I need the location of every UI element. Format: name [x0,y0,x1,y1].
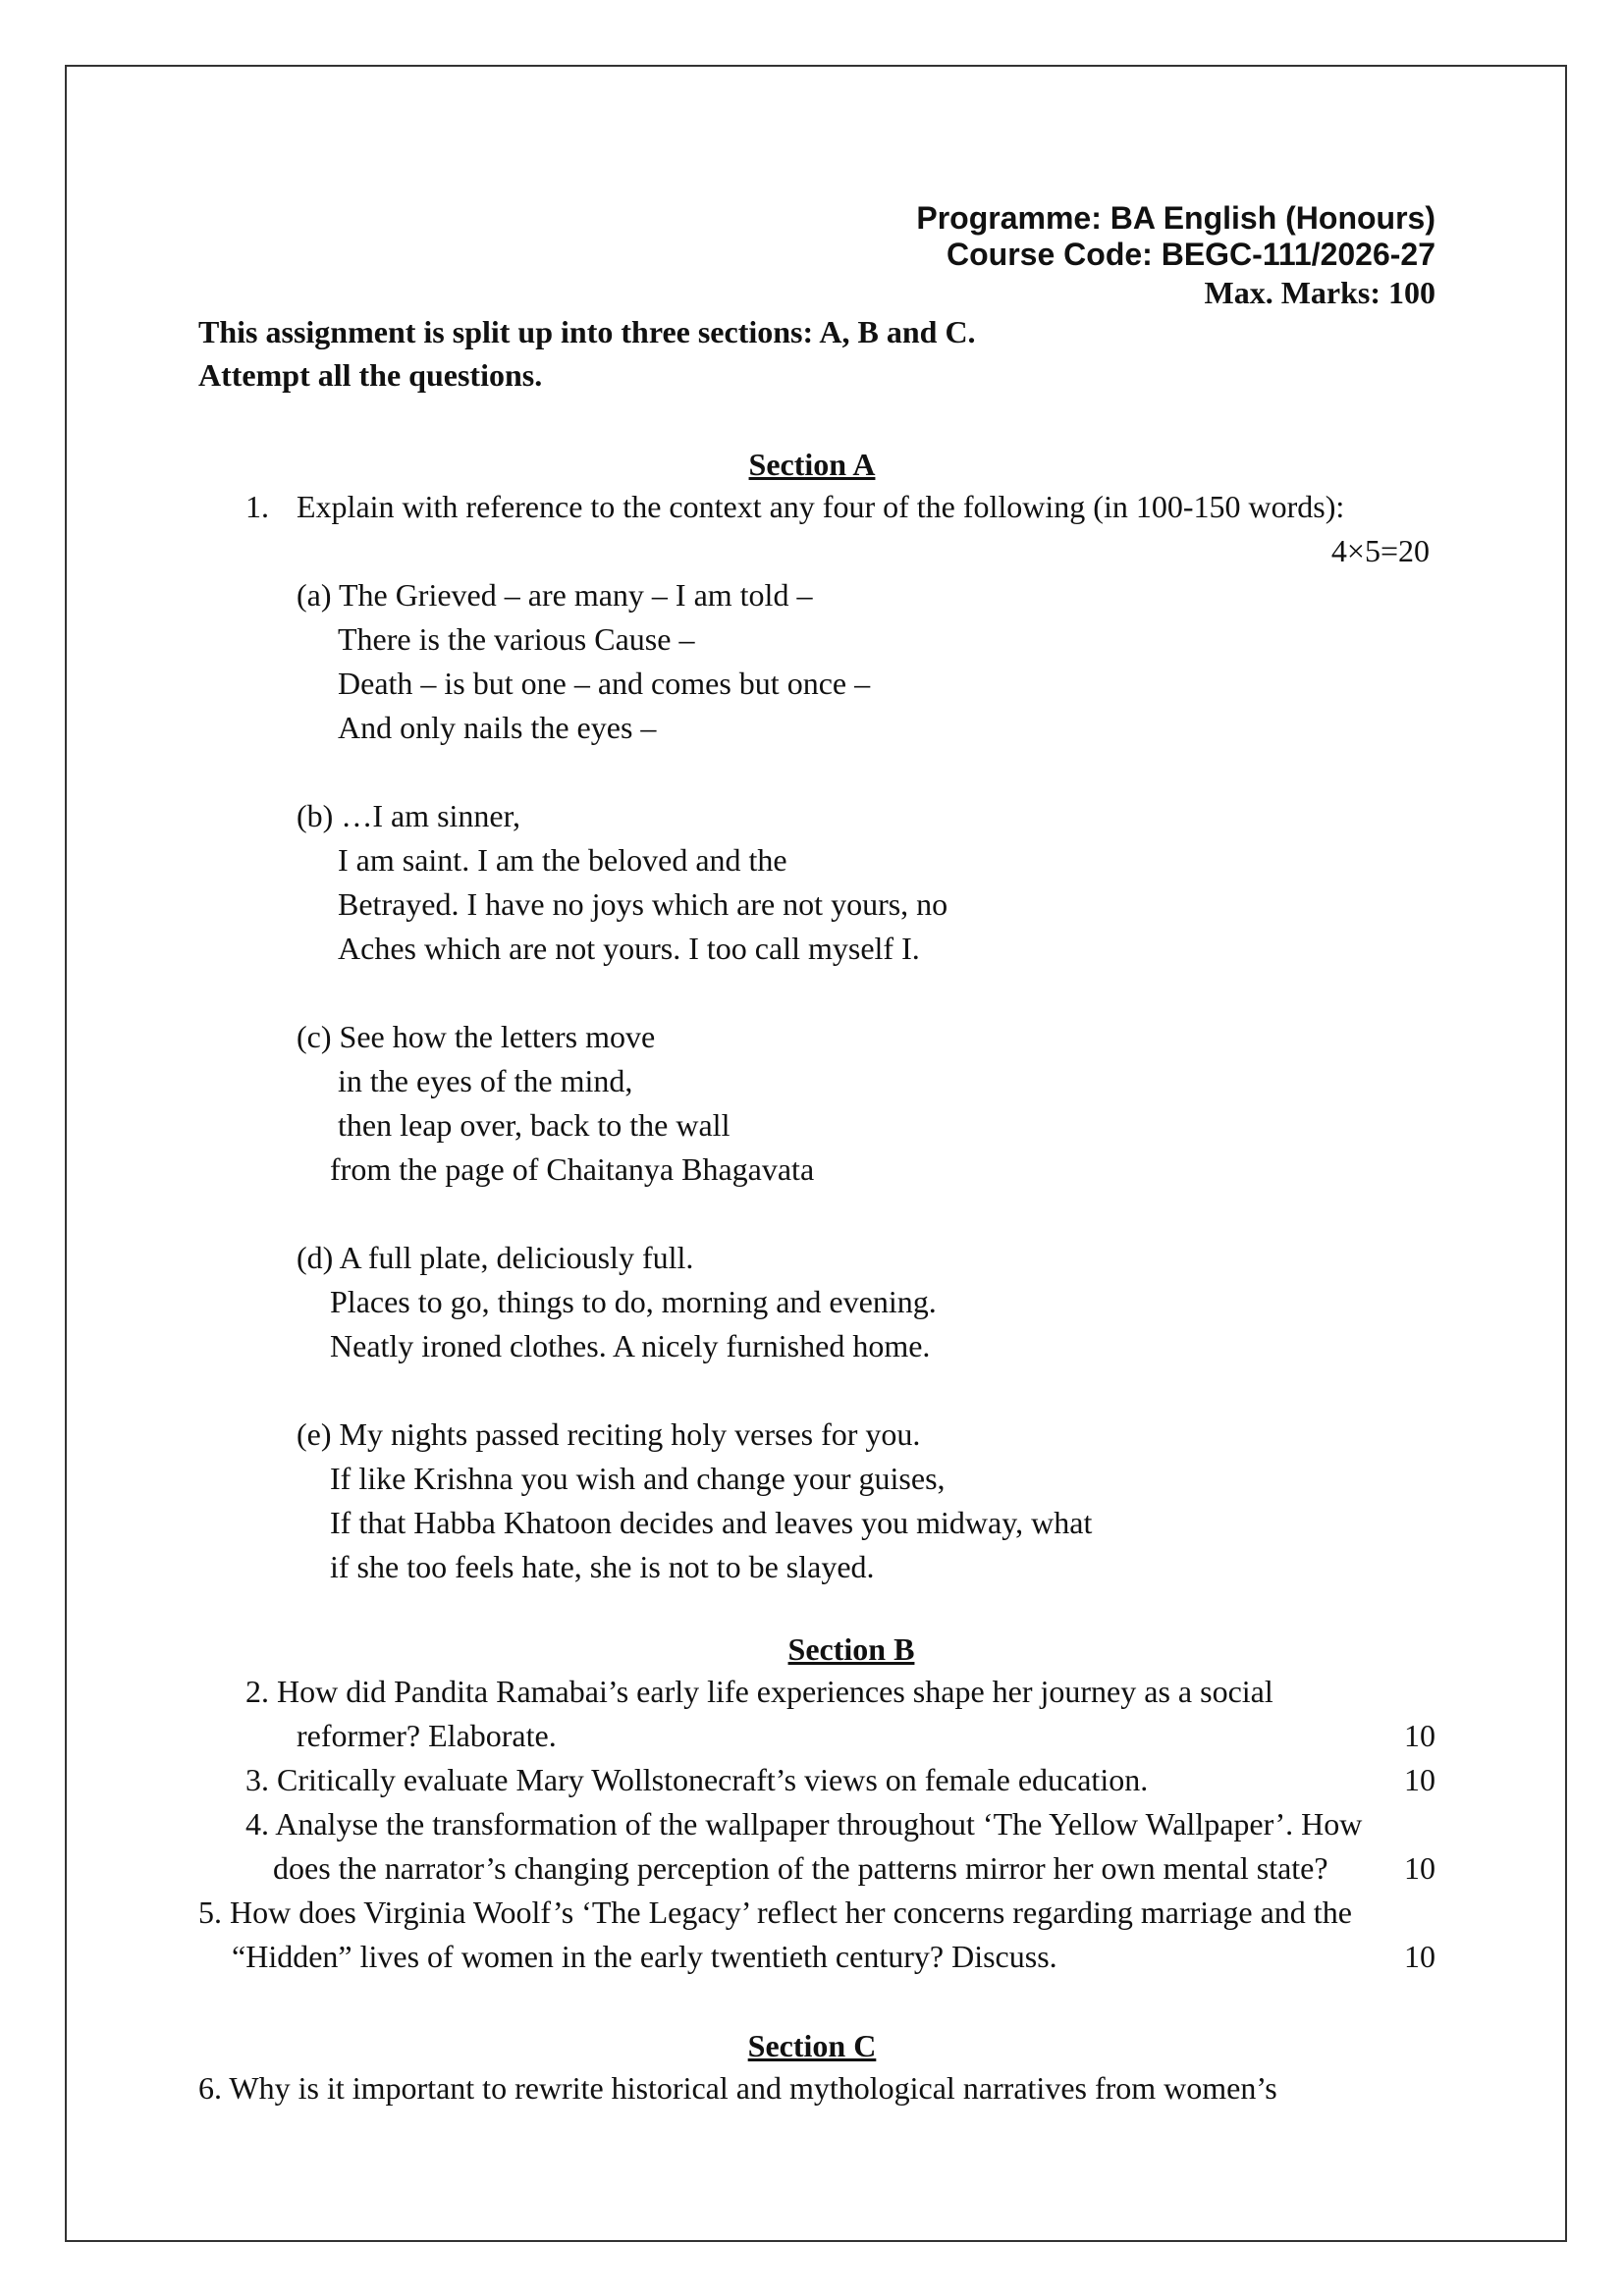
instructions-line-2: Attempt all the questions. [198,357,543,393]
question-1-marks: 4×5=20 [1330,533,1430,568]
question-5-line-2: “Hidden” lives of women in the early twentieth century? Discuss. [232,1939,1057,1974]
passage-d-line: (d) A full plate, deliciously full. [297,1240,694,1275]
passage-b-line: I am saint. I am the beloved and the [338,842,787,878]
passage-c-line: from the page of Chaitanya Bhagavata [330,1151,815,1187]
section-c-heading: Section C [747,2028,877,2063]
passage-b-line: (b) …I am sinner, [297,798,520,833]
passage-c-line: then leap over, back to the wall [338,1107,731,1143]
question-6-line-1: 6. Why is it important to rewrite historical and mythological narratives from women’s [198,2070,1277,2106]
instructions-line-1: This assignment is split up into three sections: A, B and C. [198,314,976,349]
passage-e-line: If that Habba Khatoon decides and leaves you midway, what [330,1505,1093,1540]
question-5-line-1: 5. How does Virginia Woolf’s ‘The Legacy’ reflect her concerns regarding marriage and the [198,1895,1352,1930]
question-2-line-1: 2. How did Pandita Ramabai’s early life experiences shape her journey as a social [245,1674,1273,1709]
max-marks-label: Max. Marks: 100 [1204,275,1435,310]
passage-b-line: Aches which are not yours. I too call myself I. [338,931,920,966]
question-4-line-2: does the narrator’s changing perception of the patterns mirror her own mental state? [273,1850,1328,1886]
question-3-text: 3. Critically evaluate Mary Wollstonecraft’s views on female education. [245,1762,1149,1797]
question-2-line-2: reformer? Elaborate. [297,1718,557,1753]
passage-e-line: if she too feels hate, she is not to be slayed. [330,1549,875,1584]
passage-a-line: Death – is but one – and comes but once – [338,666,871,701]
passage-c-line: (c) See how the letters move [297,1019,656,1054]
passage-d-line: Neatly ironed clothes. A nicely furnished home. [330,1328,931,1363]
passage-d-line: Places to go, things to do, morning and evening. [330,1284,937,1319]
question-1-text: Explain with reference to the context any four of the following (in 100-150 words): [297,489,1345,524]
question-1-number: 1. [245,489,269,524]
passage-c-line: in the eyes of the mind, [338,1063,633,1098]
programme-label: Programme: BA English (Honours) [916,200,1435,236]
question-2-marks: 10 [1404,1718,1435,1753]
section-b-heading: Section B [787,1631,915,1667]
question-4-line-1: 4. Analyse the transformation of the wallpaper throughout ‘The Yellow Wallpaper’. How [245,1806,1363,1842]
course-code-label: Course Code: BEGC-111/2026-27 [947,237,1435,272]
question-3-marks: 10 [1404,1762,1435,1797]
passage-a-line: There is the various Cause – [338,621,695,657]
passage-e-line: (e) My nights passed reciting holy verses for you. [297,1416,921,1452]
question-4-marks: 10 [1404,1850,1435,1886]
section-a-heading: Section A [748,447,876,482]
passage-e-line: If like Krishna you wish and change your guises, [330,1461,946,1496]
passage-a-line: (a) The Grieved – are many – I am told – [297,577,813,613]
question-5-marks: 10 [1404,1939,1435,1974]
passage-b-line: Betrayed. I have no joys which are not yours, no [338,886,948,922]
passage-a-line: And only nails the eyes – [338,710,657,745]
